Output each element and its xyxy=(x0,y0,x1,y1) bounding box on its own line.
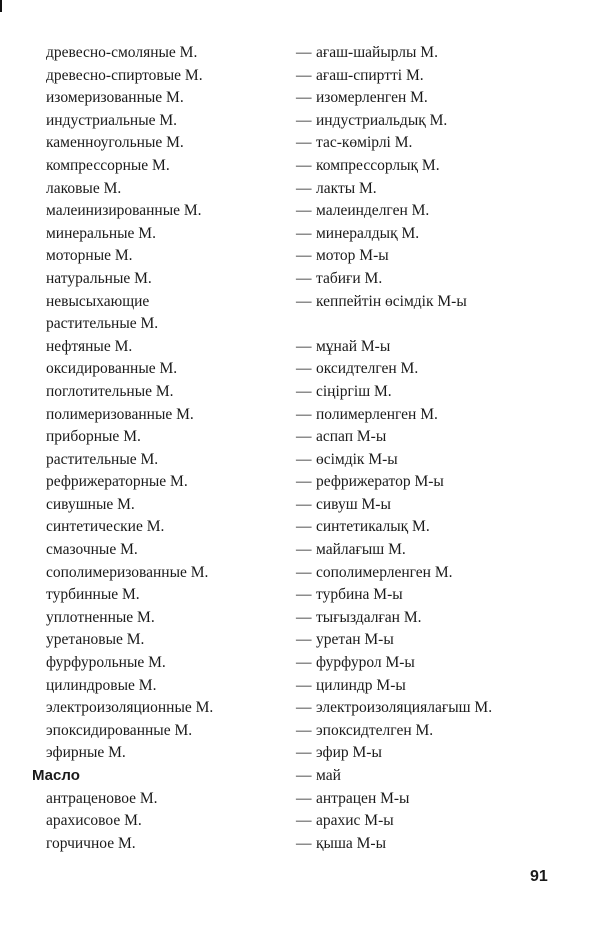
term-kazakh: малеинделген М. xyxy=(316,202,430,220)
term-russian: нефтяные М. xyxy=(46,337,133,355)
entry-dash: — xyxy=(296,360,312,378)
term-kazakh: компрессорлық М. xyxy=(316,156,440,174)
term-kazakh: табиғи М. xyxy=(316,269,383,287)
term-kazakh: қыша М-ы xyxy=(316,834,386,852)
term-russian: электроизоляционные М. xyxy=(46,699,214,717)
term-russian: древесно-смоляные М. xyxy=(46,44,198,61)
term-russian: смазочные М. xyxy=(46,541,138,559)
entry-dash: — xyxy=(296,586,312,604)
term-kazakh: электроизоляциялағыш М. xyxy=(316,699,493,717)
entry-dash: — xyxy=(296,676,312,694)
term-russian: эфирные М. xyxy=(46,744,126,762)
term-kazakh: изомерленген М. xyxy=(316,89,428,107)
entry-dash: — xyxy=(296,495,312,513)
dictionary-entry xyxy=(0,178,600,201)
term-kazakh: сіңіргіш М. xyxy=(316,382,392,400)
term-russian: невысыхающие xyxy=(46,292,150,310)
entry-dash: — xyxy=(296,563,312,581)
term-kazakh: сивуш М-ы xyxy=(316,495,391,513)
term-kazakh: синтетикалық М. xyxy=(316,518,430,536)
entry-dash: — xyxy=(296,337,312,355)
dictionary-entry xyxy=(0,291,600,314)
term-kazakh: ағаш-спиртті М. xyxy=(316,66,424,84)
entry-dash: — xyxy=(296,699,312,717)
entry-dash: — xyxy=(296,292,312,310)
dictionary-entry xyxy=(0,449,600,472)
dictionary-entry xyxy=(0,652,600,675)
term-russian: лаковые М. xyxy=(46,179,122,197)
dictionary-entry xyxy=(0,42,600,65)
entry-dash: — xyxy=(296,111,312,129)
term-kazakh: өсімдік М-ы xyxy=(316,450,398,468)
term-russian: уретановые М. xyxy=(46,631,145,649)
headword-kazakh: май xyxy=(316,767,341,784)
dictionary-entry xyxy=(0,697,600,720)
dictionary-entry xyxy=(0,629,600,652)
term-kazakh: оксидтелген М. xyxy=(316,360,419,378)
term-russian: полимеризованные М. xyxy=(46,405,194,423)
term-kazakh: турбина М-ы xyxy=(316,586,403,604)
term-russian: оксидированные М. xyxy=(46,360,178,378)
dictionary-entry xyxy=(0,516,600,539)
dictionary-entry xyxy=(0,833,600,856)
entry-dash: — xyxy=(296,405,312,423)
term-kazakh: арахис М-ы xyxy=(316,812,394,830)
term-russian: горчичное М. xyxy=(46,834,136,852)
term-russian: минеральные М. xyxy=(46,224,156,242)
dictionary-entry xyxy=(0,313,600,336)
term-russian: эпоксидированные М. xyxy=(46,721,193,739)
entry-dash: — xyxy=(296,428,312,446)
entry-dash: — xyxy=(296,450,312,468)
dictionary-entry xyxy=(0,65,600,88)
dictionary-entries xyxy=(0,42,600,855)
term-kazakh: уретан М-ы xyxy=(316,631,394,649)
dictionary-entry xyxy=(0,742,600,765)
entry-dash: — xyxy=(296,156,312,174)
dictionary-entry xyxy=(0,426,600,449)
dictionary-entry xyxy=(0,245,600,268)
term-kazakh: мотор М-ы xyxy=(316,247,389,265)
dictionary-entry xyxy=(0,87,600,110)
term-russian: древесно-спиртовые М. xyxy=(46,66,203,84)
dictionary-entry xyxy=(0,200,600,223)
dictionary-entry xyxy=(0,607,600,630)
term-kazakh: эпоксидтелген М. xyxy=(316,721,434,739)
dictionary-entry xyxy=(0,584,600,607)
term-russian: синтетические М. xyxy=(46,518,165,536)
entry-dash: — xyxy=(296,473,312,491)
entry-dash: — xyxy=(296,654,312,672)
term-russian: сивушные М. xyxy=(46,495,135,513)
entry-dash: — xyxy=(296,789,312,807)
term-russian: сополимеризованные М. xyxy=(46,563,209,581)
term-russian: натуральные М. xyxy=(46,269,152,287)
dictionary-entry xyxy=(0,336,600,359)
entry-dash: — xyxy=(296,631,312,649)
term-kazakh: фурфурол М-ы xyxy=(316,654,415,672)
entry-dash: — xyxy=(296,744,312,762)
entry-dash: — xyxy=(296,767,312,784)
term-kazakh: аспап М-ы xyxy=(316,428,387,446)
term-russian: арахисовое М. xyxy=(46,812,142,830)
term-kazakh: эфир М-ы xyxy=(316,744,382,762)
entry-dash: — xyxy=(296,541,312,559)
entry-dash: — xyxy=(296,89,312,107)
term-russian: компрессорные М. xyxy=(46,156,170,174)
dictionary-entry xyxy=(0,110,600,133)
term-kazakh: индустриальдық М. xyxy=(316,111,448,129)
dictionary-entry xyxy=(0,471,600,494)
entry-dash: — xyxy=(296,382,312,400)
term-russian: цилиндровые М. xyxy=(46,676,157,694)
dictionary-entry xyxy=(0,358,600,381)
entry-dash: — xyxy=(296,44,312,61)
term-kazakh: майлағыш М. xyxy=(316,541,406,559)
term-kazakh: мұнай М-ы xyxy=(316,337,391,355)
term-russian: поглотительные М. xyxy=(46,382,174,400)
term-kazakh: тас-көмірлі М. xyxy=(316,134,413,152)
term-russian: изомеризованные М. xyxy=(46,89,184,107)
term-kazakh: тығыздалған М. xyxy=(316,608,422,626)
headword-entry xyxy=(0,765,600,788)
dictionary-entry xyxy=(0,562,600,585)
term-kazakh: кеппейтін өсімдік М-ы xyxy=(316,292,467,310)
dictionary-entry xyxy=(0,810,600,833)
dictionary-entry xyxy=(0,155,600,178)
term-kazakh: лакты М. xyxy=(316,179,377,197)
term-russian: растительные М. xyxy=(46,450,159,468)
dictionary-entry xyxy=(0,404,600,427)
term-russian: турбинные М. xyxy=(46,586,140,604)
dictionary-entry xyxy=(0,494,600,517)
term-russian: индустриальные М. xyxy=(46,111,178,129)
dictionary-entry xyxy=(0,720,600,743)
entry-dash: — xyxy=(296,134,312,152)
term-russian: рефрижераторные М. xyxy=(46,473,188,491)
entry-dash: — xyxy=(296,721,312,739)
dictionary-entry xyxy=(0,539,600,562)
entry-dash: — xyxy=(296,179,312,197)
entry-dash: — xyxy=(296,247,312,265)
dictionary-entry xyxy=(0,788,600,811)
dictionary-entry xyxy=(0,223,600,246)
entry-dash: — xyxy=(296,269,312,287)
entry-dash: — xyxy=(296,812,312,830)
dictionary-entry xyxy=(0,675,600,698)
entry-dash: — xyxy=(296,608,312,626)
entry-dash: — xyxy=(296,518,312,536)
term-russian: приборные М. xyxy=(46,428,141,446)
term-kazakh: полимерленген М. xyxy=(316,405,438,423)
term-russian: моторные М. xyxy=(46,247,133,265)
term-kazakh: антрацен М-ы xyxy=(316,789,410,807)
entry-dash: — xyxy=(296,834,312,852)
entry-dash: — xyxy=(296,224,312,242)
term-kazakh: ағаш-шайырлы М. xyxy=(316,44,438,61)
entry-dash: — xyxy=(296,66,312,84)
term-kazakh: рефрижератор М-ы xyxy=(316,473,444,491)
headword-russian: Масло xyxy=(32,767,80,784)
term-russian: уплотненные М. xyxy=(46,608,155,626)
term-russian: каменноугольные М. xyxy=(46,134,184,152)
term-kazakh: сополимерленген М. xyxy=(316,563,453,581)
term-russian: фурфурольные М. xyxy=(46,654,166,672)
dictionary-entry xyxy=(0,132,600,155)
term-kazakh: цилиндр М-ы xyxy=(316,676,406,694)
term-russian: антраценовое М. xyxy=(46,789,158,807)
entry-dash: — xyxy=(296,202,312,220)
corner-mark xyxy=(0,0,2,12)
term-kazakh: минералдық М. xyxy=(316,224,420,242)
term-russian: малеинизированные М. xyxy=(46,202,202,220)
page-number: 91 xyxy=(530,868,548,885)
term-russian: растительные М. xyxy=(46,315,159,333)
dictionary-entry xyxy=(0,381,600,404)
dictionary-entry xyxy=(0,268,600,291)
